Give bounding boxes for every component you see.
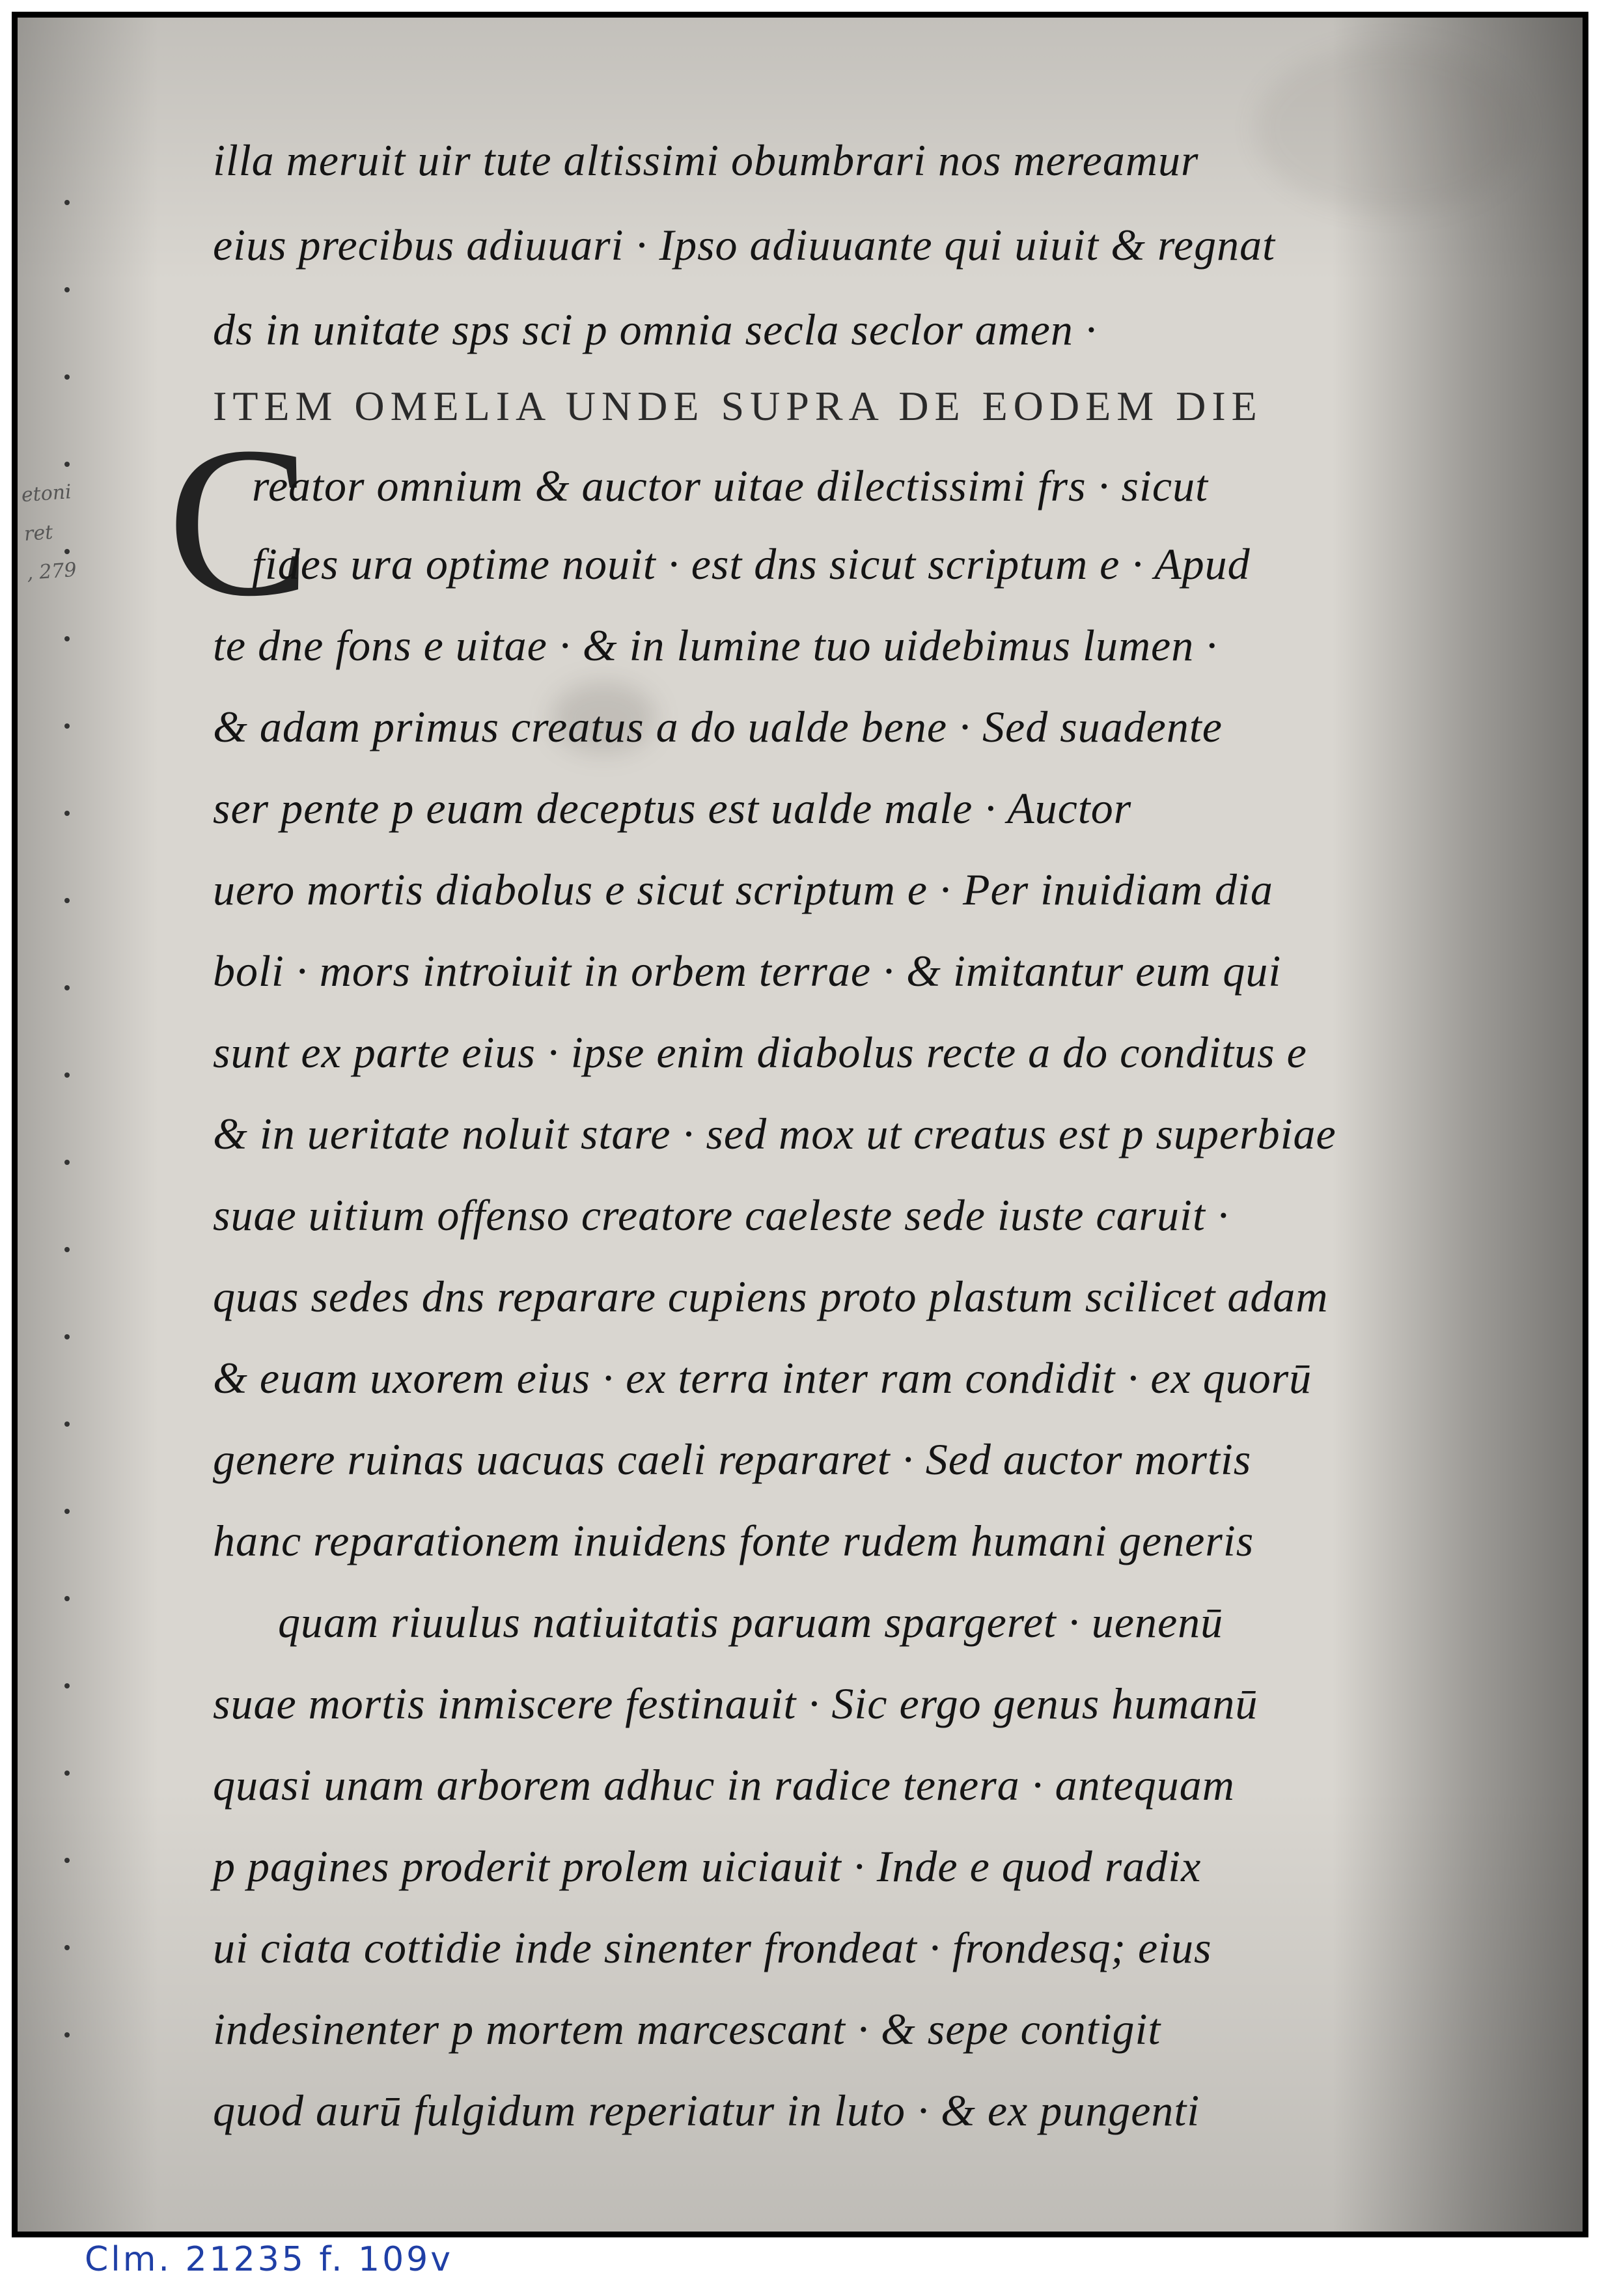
decorated-initial: C xyxy=(167,403,311,641)
text-line: reator omnium & auctor uitae dilectissimi frs · sicut xyxy=(252,461,1208,511)
text-line: quas sedes dns reparare cupiens proto plastum scilicet adam xyxy=(213,1272,1329,1321)
prick-mark xyxy=(64,636,70,641)
prick-mark xyxy=(64,898,70,903)
prick-mark xyxy=(64,1945,70,1950)
text-line: illa meruit uir tute altissimi obumbrari nos mereamur xyxy=(213,135,1199,185)
prick-mark xyxy=(64,811,70,816)
text-line: quam riuulus natiuitatis paruam spargeret · uenenū xyxy=(278,1597,1224,1647)
prick-mark xyxy=(64,2032,70,2037)
catalog-shelfmark: Clm. 21235 f. 109v xyxy=(85,2240,454,2279)
text-line: hanc reparationem inuidens fonte rudem humani generis xyxy=(213,1516,1254,1565)
prick-mark xyxy=(64,1247,70,1252)
text-line: eius precibus adiuuari · Ipso adiuuante qui uiuit & regnat xyxy=(213,220,1275,270)
prick-mark xyxy=(64,1334,70,1339)
text-line: p pagines proderit prolem uiciauit · Inde e quod radix xyxy=(213,1841,1202,1891)
text-line: & in ueritate noluit stare · sed mox ut creatus est p superbiae xyxy=(213,1109,1336,1158)
text-line: & euam uxorem eius · ex terra inter ram condidit · ex quorū xyxy=(213,1353,1312,1403)
prick-mark xyxy=(64,1160,70,1165)
prick-mark xyxy=(64,1509,70,1514)
rubric-heading: ITEM OMELIA UNDE SUPRA DE EODEM DIE xyxy=(213,383,1263,429)
text-line: boli · mors introiuit in orbem terrae · & imitantur eum qui xyxy=(213,946,1282,996)
margin-note-line: etoni xyxy=(20,481,72,507)
prick-mark xyxy=(64,723,70,729)
margin-note-line: , 279 xyxy=(26,558,77,585)
text-line: suae uitium offenso creatore caeleste sede iuste caruit · xyxy=(213,1190,1229,1240)
text-line: quasi unam arborem adhuc in radice tenera · antequam xyxy=(213,1760,1235,1810)
prick-mark xyxy=(64,1683,70,1688)
manuscript-photograph xyxy=(12,12,1588,2237)
prick-mark xyxy=(64,200,70,205)
margin-annotation xyxy=(20,471,106,593)
prick-mark xyxy=(64,287,70,292)
prick-mark xyxy=(64,1858,70,1863)
margin-note-line: ret xyxy=(23,521,54,546)
prick-mark xyxy=(64,1072,70,1078)
text-line: ser pente p euam deceptus est ualde male · Auctor xyxy=(213,783,1132,833)
text-line: indesinenter p mortem marcescant · & sepe contigit xyxy=(213,2004,1161,2054)
text-line: & adam primus creatus a do ualde bene · Sed suadente xyxy=(213,702,1223,751)
text-line: quod aurū fulgidum reperiatur in luto · & ex pungenti xyxy=(213,2086,1200,2135)
text-line: fides ura optime nouit · est dns sicut scriptum e · Apud xyxy=(252,539,1251,589)
text-line: suae mortis inmiscere festinauit · Sic ergo genus humanū xyxy=(213,1679,1258,1728)
text-line: sunt ex parte eius · ipse enim diabolus recte a do conditus e xyxy=(213,1028,1307,1077)
text-line: ui ciata cottidie inde sinenter frondeat · frondesq; eius xyxy=(213,1923,1212,1972)
text-line: ds in unitate sps sci p omnia secla seclor amen · xyxy=(213,305,1097,354)
prick-mark xyxy=(64,374,70,380)
prick-mark xyxy=(64,1421,70,1427)
prick-mark xyxy=(64,1596,70,1601)
water-stain xyxy=(1254,44,1528,213)
prick-mark xyxy=(64,985,70,990)
prick-mark xyxy=(64,462,70,467)
prick-mark xyxy=(64,1771,70,1776)
text-line: uero mortis diabolus e sicut scriptum e · Per inuidiam dia xyxy=(213,865,1273,914)
text-line: genere ruinas uacuas caeli repararet · Sed auctor mortis xyxy=(213,1435,1252,1484)
text-line: te dne fons e uitae · & in lumine tuo uidebimus lumen · xyxy=(213,621,1218,670)
prick-marks xyxy=(64,200,77,2088)
prick-mark xyxy=(64,549,70,554)
